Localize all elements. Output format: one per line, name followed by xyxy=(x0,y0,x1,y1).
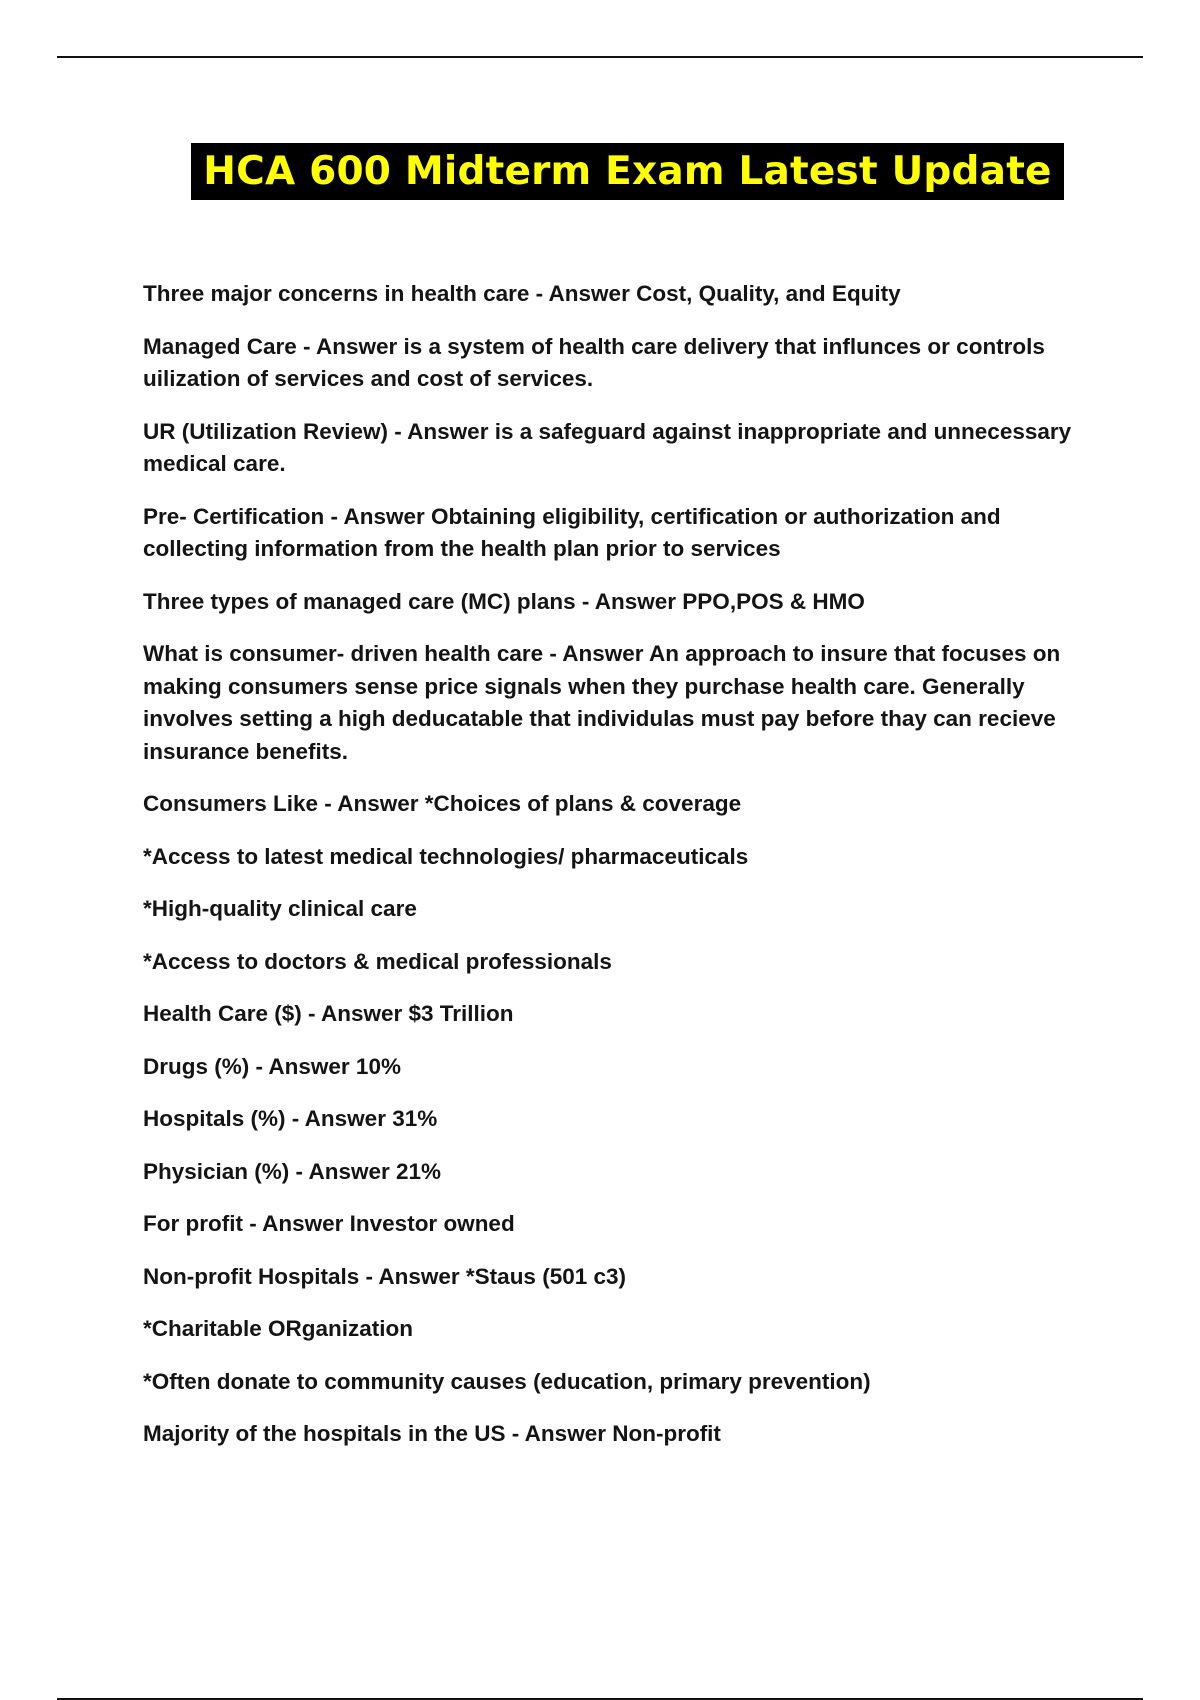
qa-entry: What is consumer- driven health care - Answer An approach to insure that focuses on making consumers sense price signals when they purchase health care. Generally involves setting a high deducatable that individulas must pay before thay can recieve insurance benefits. xyxy=(143,641,1061,764)
qa-entry: *Often donate to community causes (education, primary prevention) xyxy=(143,1368,871,1394)
qa-entry: *Access to doctors & medical professionals xyxy=(143,948,612,974)
qa-entry: Three types of managed care (MC) plans - Answer PPO,POS & HMO xyxy=(143,588,865,614)
qa-entry: *High-quality clinical care xyxy=(143,896,417,921)
qa-entry: *Charitable ORganization xyxy=(143,1316,414,1341)
qa-list xyxy=(143,278,1093,1471)
qa-entry: Health Care ($) - Answer $3 Trillion xyxy=(143,1001,514,1026)
page-title: HCA 600 Midterm Exam Latest Update xyxy=(203,149,1052,194)
qa-entry: For profit - Answer Investor owned xyxy=(143,1211,515,1236)
top-rule xyxy=(57,56,1143,58)
qa-entry: Pre- Certification - Answer Obtaining eligibility, certification or authorization and collecting information from the health plan prior to services xyxy=(143,503,1001,561)
qa-entry: Hospitals (%) - Answer 31% xyxy=(143,1106,438,1131)
qa-entry: Three major concerns in health care - Answer Cost, Quality, and Equity xyxy=(143,281,901,306)
qa-entry: Majority of the hospitals in the US - Answer Non-profit xyxy=(143,1421,721,1446)
qa-entry: Consumers Like - Answer *Choices of plans & coverage xyxy=(143,791,742,816)
qa-entry: Physician (%) - Answer 21% xyxy=(143,1158,442,1184)
title-banner xyxy=(191,143,1064,200)
qa-entry: Drugs (%) - Answer 10% xyxy=(143,1053,401,1079)
qa-entry: Managed Care - Answer is a system of health care delivery that influnces or controls uilization of services and cost of services. xyxy=(143,333,1045,391)
qa-entry: Non-profit Hospitals - Answer *Staus (501 c3) xyxy=(143,1263,627,1289)
qa-entry: UR (Utilization Review) - Answer is a safeguard against inappropriate and unnecessary medical care. xyxy=(143,418,1072,476)
qa-entry: *Access to latest medical technologies/ pharmaceuticals xyxy=(143,843,749,869)
